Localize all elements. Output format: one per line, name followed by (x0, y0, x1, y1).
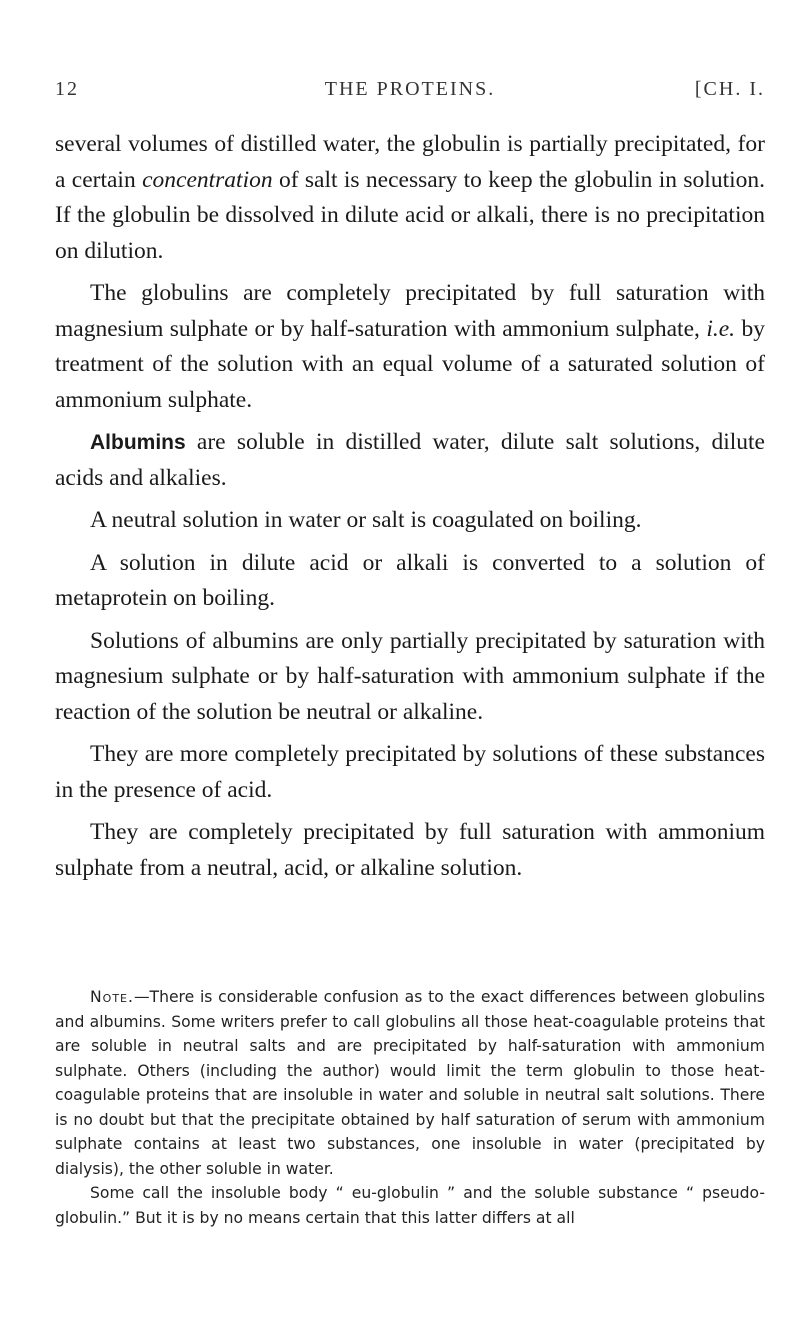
note-paragraph-1: Note.—There is considerable confusion as to the exact differences between globulins and albumins. Some writers prefer to call globulins all those heat-coagulable proteins that are soluble in neutral salts and are precipitated by half-saturation with ammonium sulphate. Others (including the author) would limit the term globulin to those heat-coagulable proteins that are insoluble in water and soluble in neutral salt solutions. There is no doubt but that the precipitate obtained by half saturation of serum with ammonium sulphate contains at least two substances, one insoluble in water (precipitated by dialysis), the other soluble in water. (55, 988, 765, 1178)
running-header (55, 78, 765, 108)
paragraph-acid-precipitation: They are more completely precipitated by solutions of these substances in the presence of acid. (55, 741, 765, 803)
running-title: THE PROTEINS. (324, 78, 496, 100)
note-label: Note. (90, 988, 134, 1006)
paragraph-partial-precipitation: Solutions of albumins are only partially precipitated by saturation with magnesium sulphate or by half-saturation with ammonium sulphate if the reaction of the solution be neutral or alkaline. (55, 627, 765, 725)
note-section (55, 985, 765, 1230)
albumins-heading: Albumins (90, 431, 186, 454)
page-number: 12 (55, 78, 79, 100)
paragraph-full-saturation: They are completely precipitated by full saturation with ammonium sulphate from a neutral, acid, or alkaline solution. (55, 819, 765, 881)
paragraph-albumins-solubility: Albumins are soluble in distilled water, dilute salt solutions, dilute acids and alkalies. (55, 429, 765, 491)
paragraph-acid-alkali-solution: A solution in dilute acid or alkali is converted to a solution of metaprotein on boiling. (55, 549, 765, 611)
note-paragraph-2: Some call the insoluble body “ eu-globulin ” and the soluble substance “ pseudo-globulin.” But it is by no means certain that this latter differs at all (55, 1184, 765, 1227)
paragraph-globulin-precipitation: The globulins are completely precipitated by full saturation with magnesium sulphate or by half-saturation with ammonium sulphate, i.e. by treatment of the solution with an equal volume of a saturated solution of ammonium sulphate. (55, 280, 766, 413)
paragraph-globulin-dilution: several volumes of distilled water, the globulin is partially precipitated, for a certain concentration of salt is necessary to keep the globulin in solution. If the globulin be dissolved in dilute acid or alkali, there is no precipitation on dilution. (55, 131, 765, 264)
main-text (55, 127, 765, 893)
chapter-reference: [CH. I. (694, 78, 765, 100)
paragraph-neutral-solution: A neutral solution in water or salt is coagulated on boiling. (90, 507, 642, 533)
